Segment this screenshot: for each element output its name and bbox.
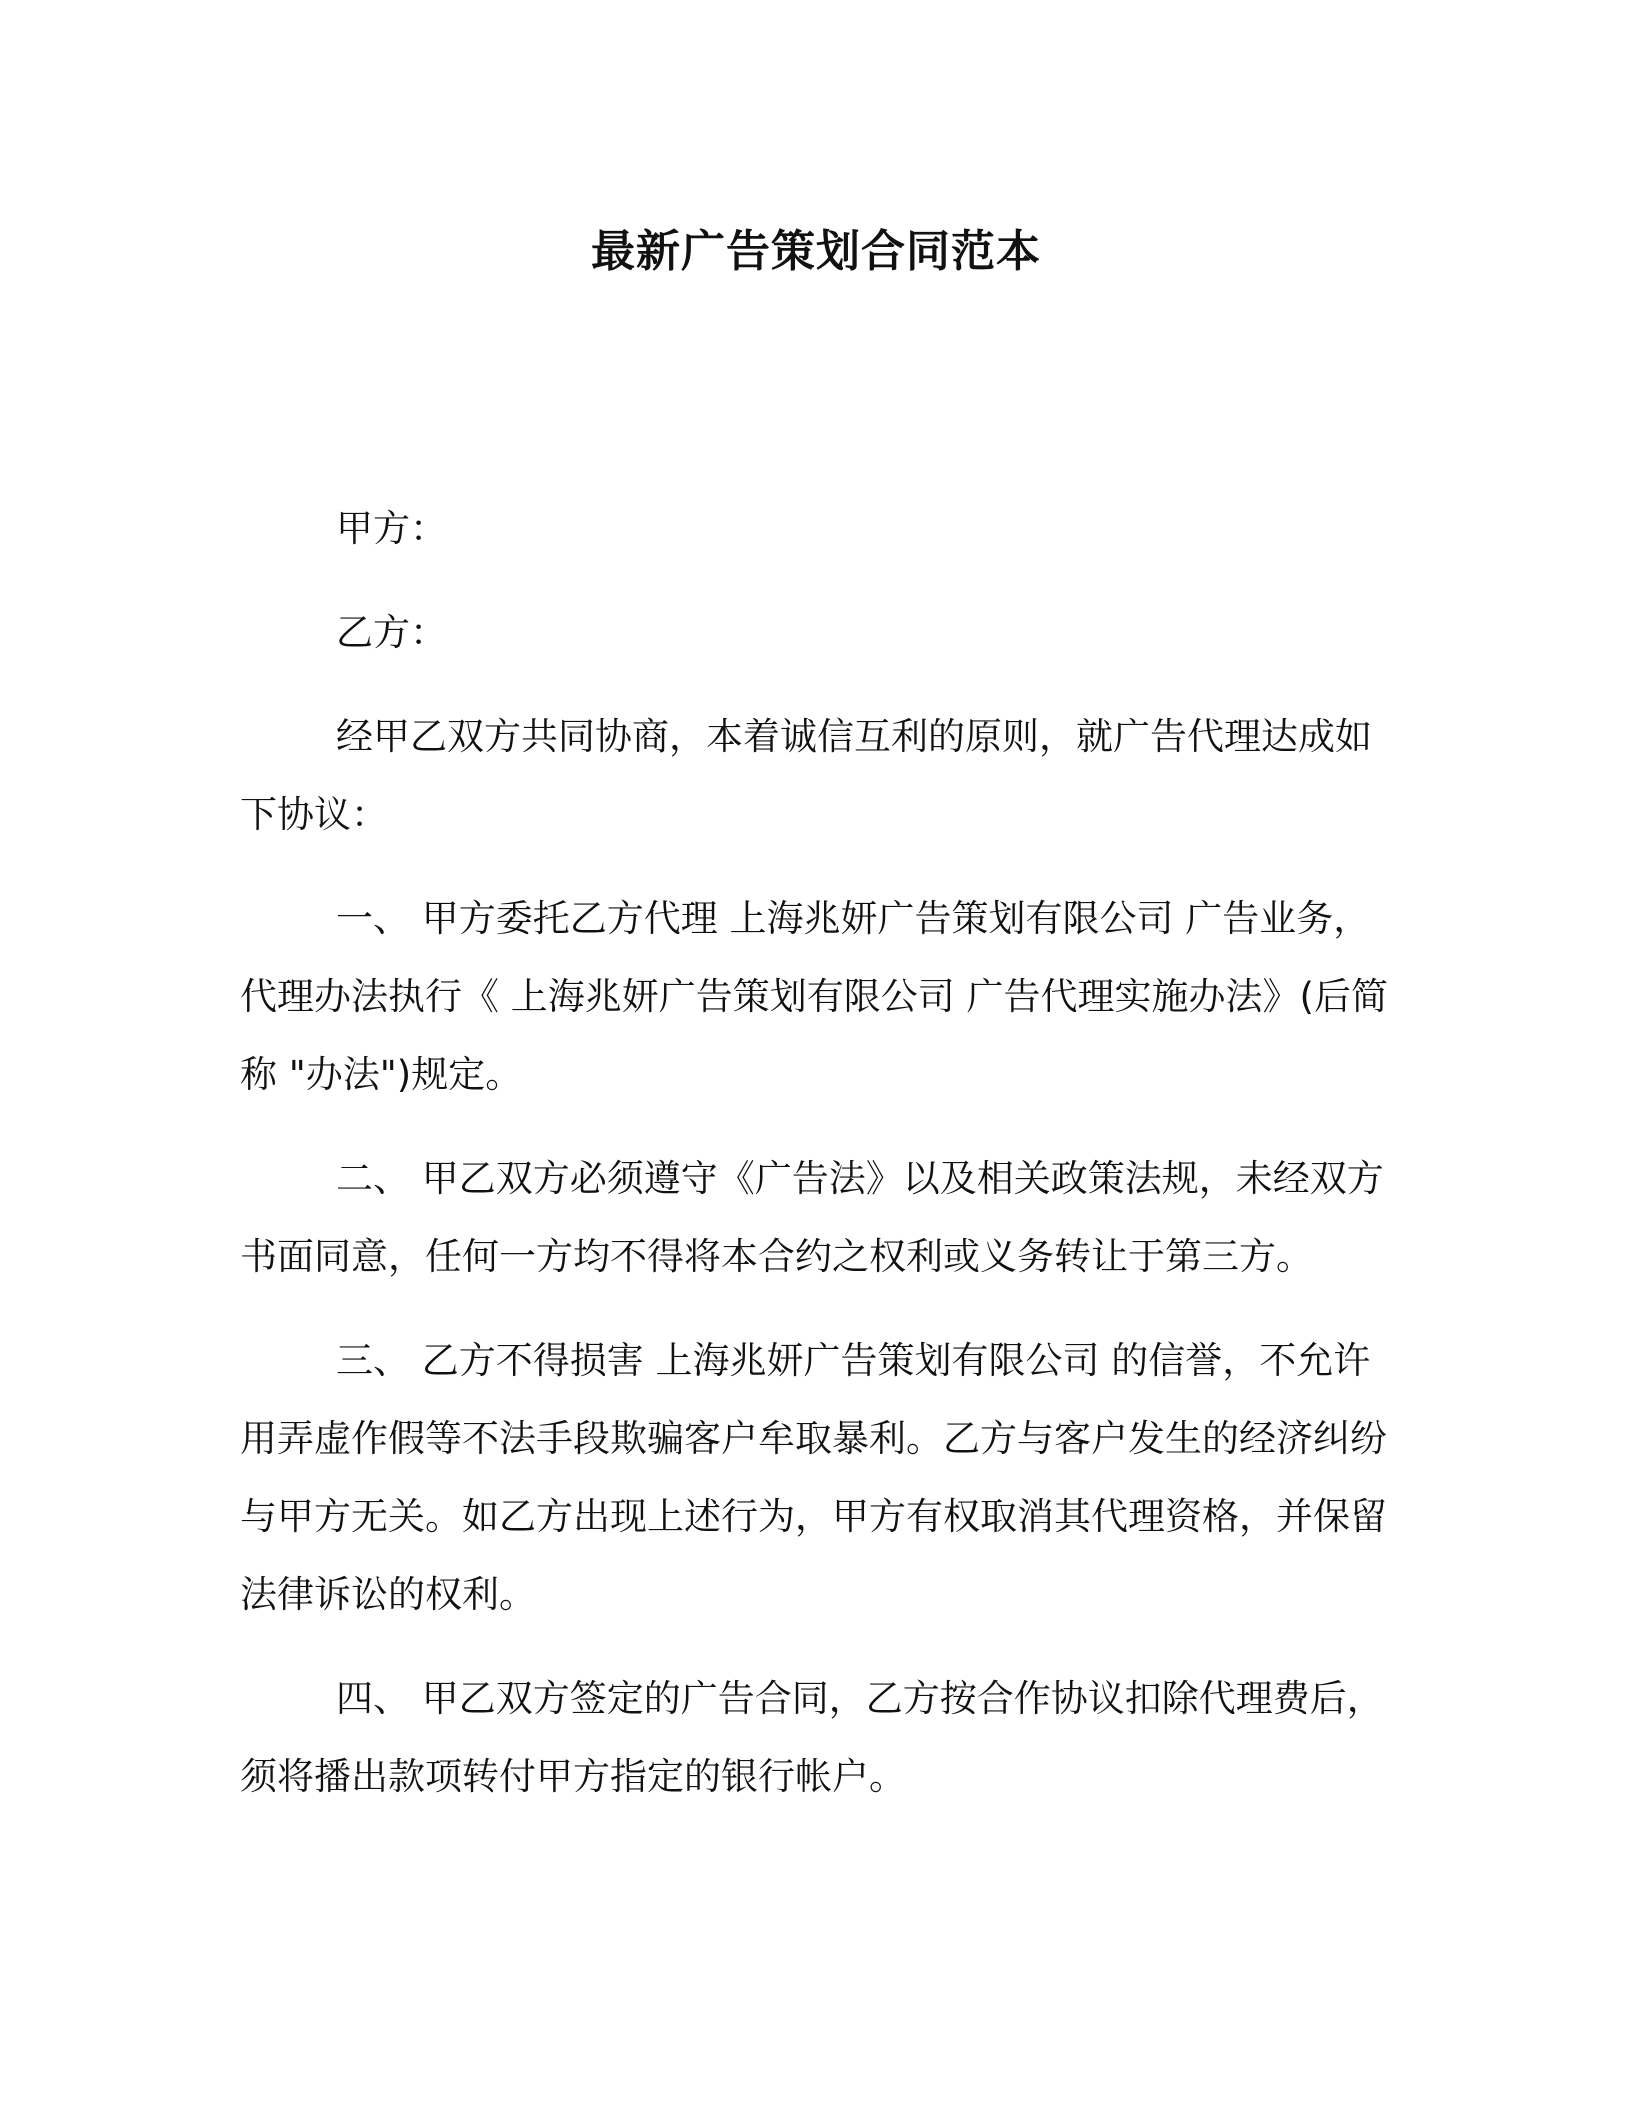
intro-paragraph: 经甲乙双方共同协商，本着诚信互利的原则，就广告代理达成如下协议： — [240, 715, 1372, 836]
clause-2: 二、 甲乙双方必须遵守《广告法》以及相关政策法规，未经双方书面同意，任何一方均不得将本合约之权利或义务转让于第三方。 — [240, 1157, 1384, 1278]
document-title: 最新广告策划合同范本 — [591, 226, 1041, 277]
document-body — [240, 490, 1390, 1842]
clause-4: 四、 甲乙双方签定的广告合同，乙方按合作协议扣除代理费后，须将播出款项转付甲方指定的银行帐户。 — [240, 1677, 1384, 1798]
clause-1: 一、 甲方委托乙方代理 上海兆妍广告策划有限公司 广告业务，代理办法执行《 上海兆妍广告策划有限公司 广告代理实施办法》(后简称 "办法")规定。 — [240, 897, 1388, 1096]
party-b-label: 乙方： — [336, 611, 447, 654]
party-a-label: 甲方： — [336, 507, 447, 550]
clause-3: 三、 乙方不得损害 上海兆妍广告策划有限公司 的信誉，不允许用弄虚作假等不法手段欺骗客户牟取暴利。乙方与客户发生的经济纠纷与甲方无关。如乙方出现上述行为，甲方有权取消其代理资格，并保留法律诉讼的权利。 — [240, 1339, 1387, 1616]
